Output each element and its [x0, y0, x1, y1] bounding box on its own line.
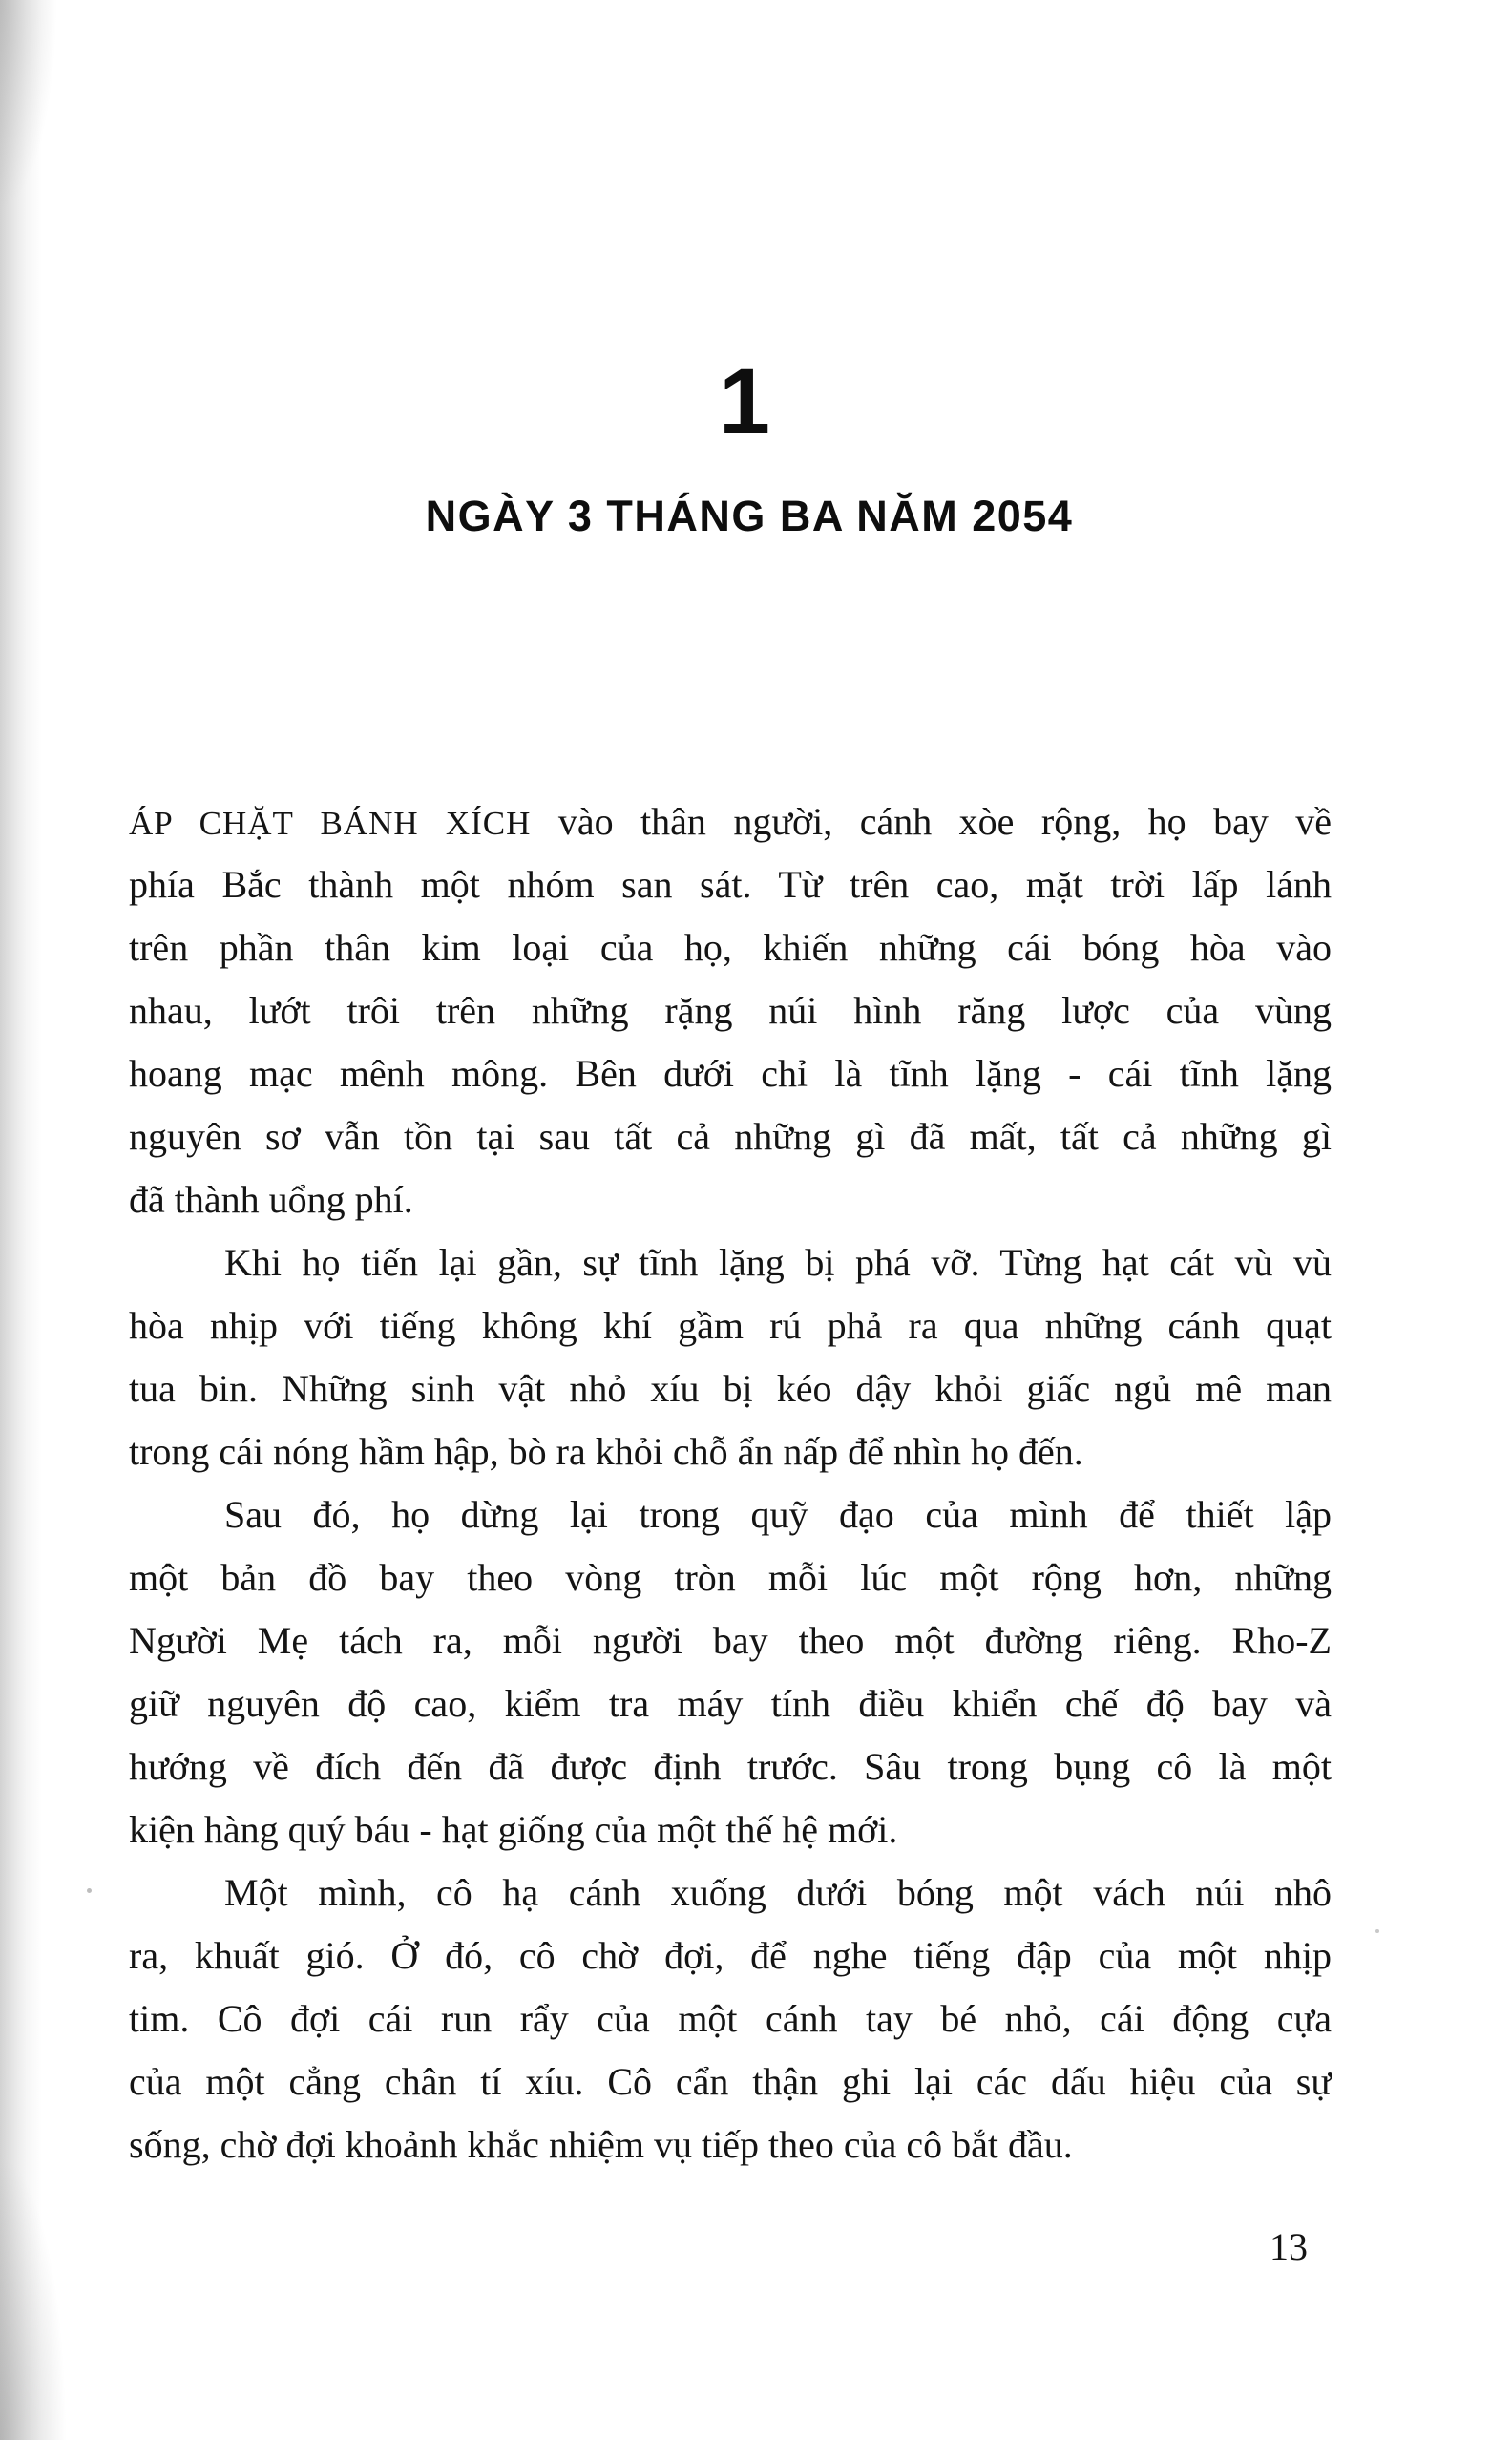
- chapter-title: NGÀY 3 THÁNG BA NĂM 2054: [425, 492, 1074, 540]
- body-text: [129, 790, 1332, 2177]
- opening-rest: vào thân người, cánh xòe rộng, họ bay về: [557, 800, 1332, 843]
- text-line: kiện hàng quý báu - hạt giống của một thế hệ mới.: [129, 1808, 898, 1851]
- text-line: sống, chờ đợi khoảnh khắc nhiệm vụ tiếp theo của cô bắt đầu.: [129, 2123, 1073, 2166]
- text-line: giữ nguyên độ cao, kiểm tra máy tính điều khiển chế độ bay và: [129, 1682, 1332, 1725]
- text-line: trên phần thân kim loại của họ, khiến những cái bóng hòa vào: [129, 926, 1332, 969]
- text-line: hoang mạc mênh mông. Bên dưới chỉ là tĩnh lặng - cái tĩnh lặng: [129, 1052, 1332, 1095]
- text-line: Người Mẹ tách ra, mỗi người bay theo một đường riêng. Rho-Z: [129, 1619, 1332, 1662]
- ink-speck: [87, 1888, 92, 1893]
- text-line: của một cẳng chân tí xíu. Cô cẩn thận ghi lại các dấu hiệu của sự: [129, 2060, 1332, 2103]
- text-line: đã thành uổng phí.: [129, 1178, 413, 1221]
- text-line: tim. Cô đợi cái run rẩy của một cánh tay bé nhỏ, cái động cựa: [129, 1997, 1332, 2040]
- text-line: nhau, lướt trôi trên những rặng núi hình răng lược của vùng: [129, 989, 1332, 1032]
- opening-phrase: ÁP CHẶT BÁNH XÍCH: [129, 805, 532, 842]
- text-line: tua bin. Những sinh vật nhỏ xíu bị kéo dậy khỏi giấc ngủ mê man: [129, 1367, 1332, 1410]
- text-line: một bản đồ bay theo vòng tròn mỗi lúc một rộng hơn, những: [129, 1556, 1332, 1599]
- ink-speck: [1376, 1929, 1379, 1933]
- text-line: ra, khuất gió. Ở đó, cô chờ đợi, để nghe tiếng đập của một nhịp: [129, 1934, 1332, 1977]
- page-number: 13: [1270, 2225, 1308, 2268]
- text-line: phía Bắc thành một nhóm san sát. Từ trên cao, mặt trời lấp lánh: [129, 863, 1332, 906]
- text-line: Sau đó, họ dừng lại trong quỹ đạo của mình để thiết lập: [224, 1493, 1332, 1536]
- chapter-number: 1: [719, 349, 770, 453]
- text-line: hòa nhịp với tiếng không khí gầm rú phả ra qua những cánh quạt: [129, 1304, 1332, 1347]
- text-line: hướng về đích đến đã được định trước. Sâu trong bụng cô là một: [129, 1745, 1332, 1788]
- text-line: Một mình, cô hạ cánh xuống dưới bóng một vách núi nhô: [224, 1871, 1332, 1914]
- text-line: Khi họ tiến lại gần, sự tĩnh lặng bị phá vỡ. Từng hạt cát vù vù: [224, 1241, 1332, 1284]
- text-line: trong cái nóng hầm hập, bò ra khỏi chỗ ẩn nấp để nhìn họ đến.: [129, 1430, 1083, 1473]
- text-line: [129, 790, 1332, 853]
- text-line: nguyên sơ vẫn tồn tại sau tất cả những gì đã mất, tất cả những gì: [129, 1115, 1332, 1158]
